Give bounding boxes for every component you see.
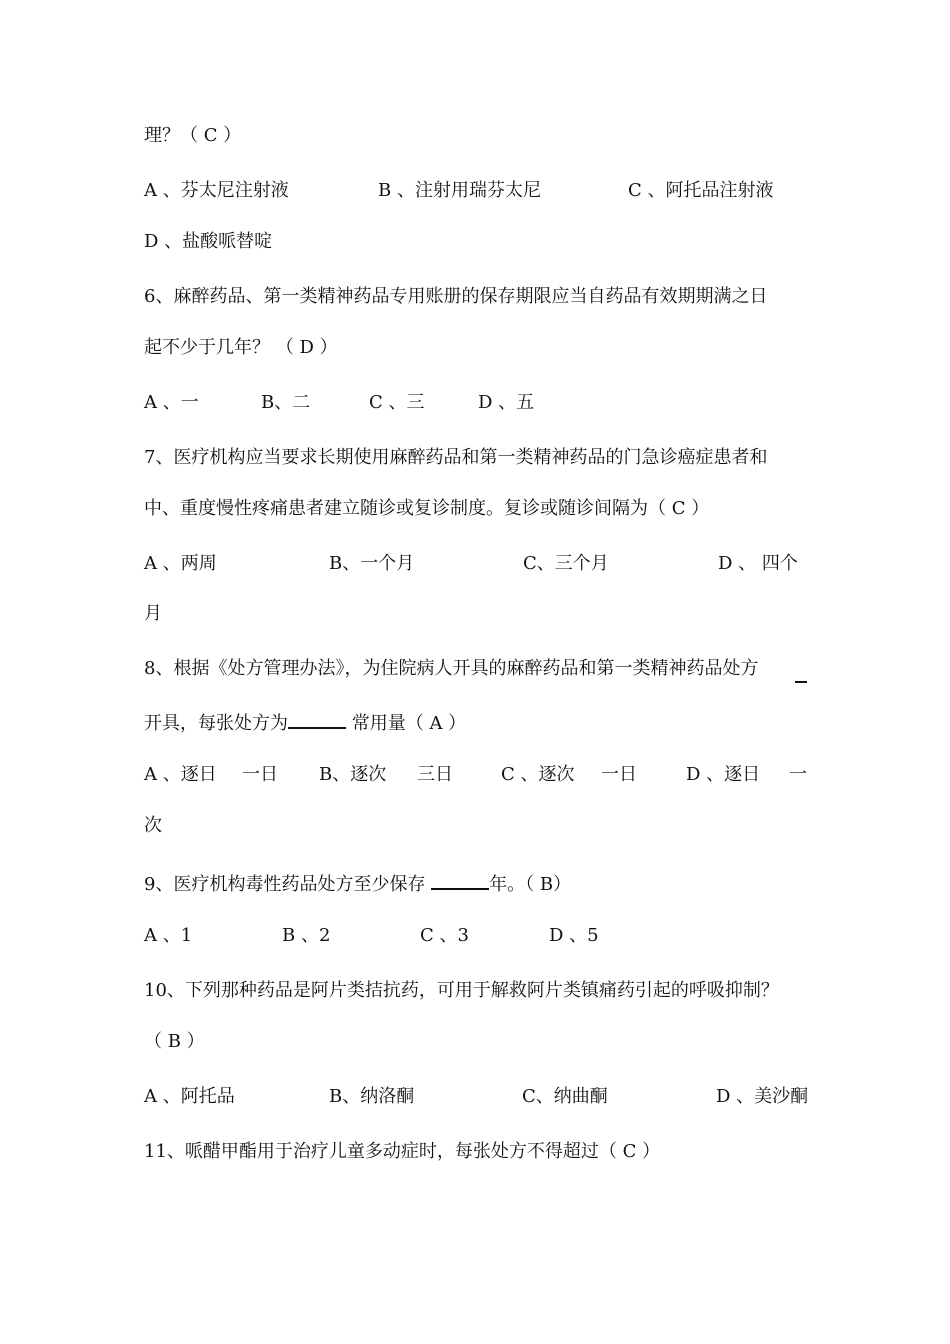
q10-option-c: C、纳曲酮 [522,1086,608,1107]
q5-option-b: B 、注射用瑞芬太尼 [378,180,541,201]
question-8-line-2 [144,705,814,735]
q5-option-a: A 、芬太尼注射液 [144,180,289,201]
q5-options-row-1 [144,176,814,206]
q8-option-b-detail: 三日 [417,764,453,785]
q7-option-c: C、三个月 [523,553,609,574]
q8-options [144,760,814,790]
q5-option-c: C 、阿托品注射液 [628,180,774,201]
q11-text: 11、哌醋甲酯用于治疗儿童多动症时，每张处方不得超过（ C ） [144,1141,661,1162]
q8-text-cont: 开具，每张处方为 [144,713,288,734]
question-10-line-2 [144,1027,814,1057]
question-10-line-1 [144,976,814,1006]
q8-option-d-detail: 一 [789,764,807,785]
q6-option-a: A 、一 [144,392,199,413]
underline-mark [795,681,807,683]
q7-options [144,549,814,579]
question-9 [144,866,814,896]
q8-options-wrap [144,811,814,841]
question-7-line-2 [144,494,814,524]
q5-options-row-2 [144,227,814,257]
q6-options [144,388,814,418]
q8-option-a-detail: 一日 [242,764,278,785]
q6-option-c: C 、三 [369,392,425,413]
q8-option-d-cont: 次 [144,815,162,836]
q9-option-c: C 、3 [420,925,469,946]
q9-option-a: A 、1 [144,925,193,946]
question-7-line-1 [144,443,814,473]
q10-text: 10、下列那种药品是阿片类拮抗药，可用于解救阿片类镇痛药引起的呼吸抑制？ [144,980,779,1001]
q6-option-b: B、二 [261,392,311,413]
fill-in-blank [431,866,489,890]
q8-option-a: A 、逐日 [144,764,217,785]
question-5-tail [144,121,814,151]
q10-option-b: B、纳洛酮 [329,1086,415,1107]
q9-options [144,921,814,951]
q7-option-a: A 、两周 [144,553,217,574]
q7-option-b: B、一个月 [329,553,415,574]
q9-option-d: D 、5 [549,925,599,946]
q7-text: 7、医疗机构应当要求长期使用麻醉药品和第一类精神药品的门急诊癌症患者和 [144,447,768,468]
question-8-line-1 [144,654,814,684]
q9-text-end: 年。（ B） [489,874,572,895]
q8-option-b: B、逐次 [319,764,387,785]
q7-options-wrap [144,599,814,629]
q7-text-cont: 中、重度慢性疼痛患者建立随诊或复诊制度。复诊或随诊间隔为（ C ） [144,498,710,519]
q10-options [144,1082,814,1112]
q6-text-cont: 起不少于几年？ （ D ） [144,337,338,358]
q9-text: 9、医疗机构毒性药品处方至少保存 [144,874,426,895]
q10-option-a: A 、阿托品 [144,1086,235,1107]
q8-option-c-detail: 一日 [601,764,637,785]
q8-text: 8、根据《处方管理办法》，为住院病人开具的麻醉药品和第一类精神药品处方 [144,658,759,679]
q7-option-d: D 、 四个 [718,553,798,574]
question-6-line-2 [144,333,814,363]
q8-text-end: 常用量（ A ） [351,713,467,734]
q8-option-d: D 、逐日 [686,764,761,785]
q7-option-d-cont: 月 [144,603,162,624]
q10-option-d: D 、美沙酮 [716,1086,809,1107]
q5-answer: 理？（ C ） [144,125,242,146]
q5-option-d: D 、盐酸哌替啶 [144,231,273,252]
q6-option-d: D 、五 [478,392,535,413]
question-6-line-1 [144,282,814,312]
question-11 [144,1137,814,1167]
q10-answer: （ B ） [144,1031,205,1052]
q8-option-c: C 、逐次 [501,764,575,785]
q6-text: 6、麻醉药品、第一类精神药品专用账册的保存期限应当自药品有效期期满之日 [144,286,768,307]
fill-in-blank [288,705,346,729]
q9-option-b: B 、2 [282,925,331,946]
